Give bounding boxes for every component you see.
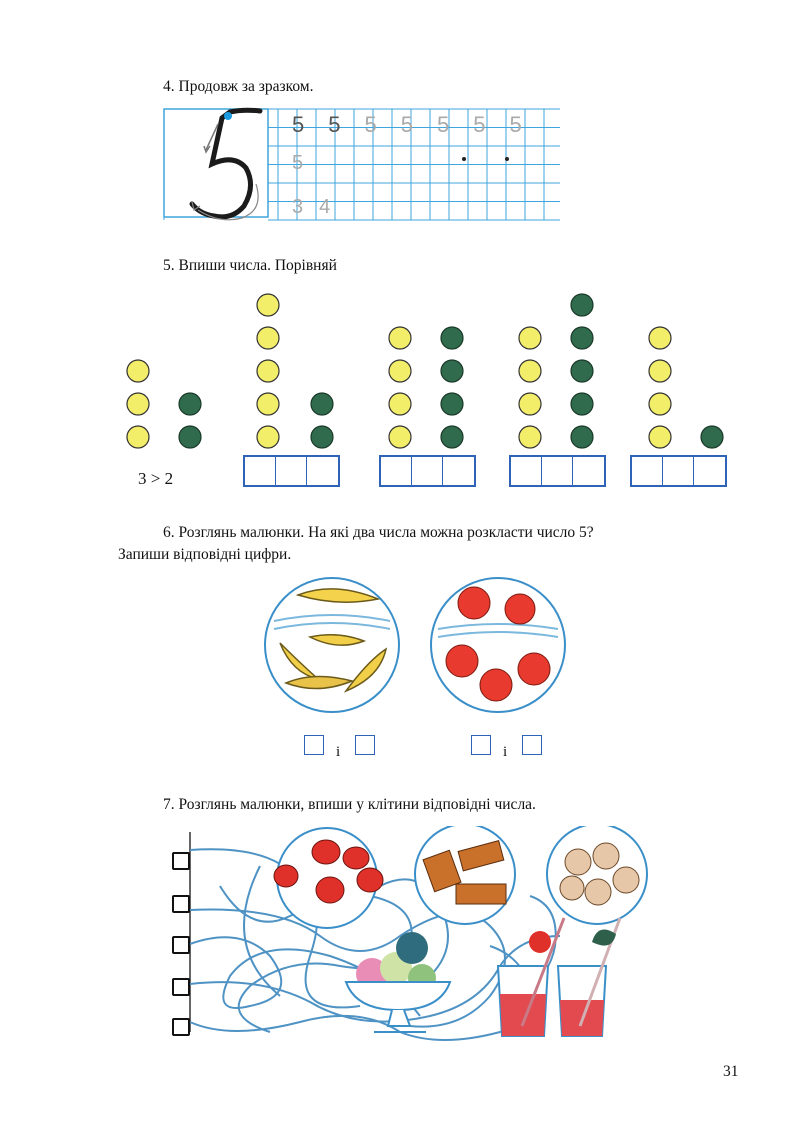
trace-digit: 5: [364, 112, 401, 137]
answer-cells-2[interactable]: [379, 455, 476, 487]
answer-box-orange-2[interactable]: [522, 735, 542, 755]
maze-illustration: [160, 826, 650, 1051]
page-number: 31: [723, 1063, 739, 1080]
yellow-circle: [257, 360, 279, 382]
trace-row-1: [292, 112, 546, 138]
yellow-circle: [389, 426, 411, 448]
counting-circles: [0, 280, 800, 455]
yellow-circle: [389, 393, 411, 415]
yellow-circle: [257, 393, 279, 415]
task6-line1: 6. Розглянь малюнки. На які два числа можна розкласти число 5?: [163, 524, 594, 541]
task7-heading: 7. Розглянь малюнки, впиши у клітини відповідні числа.: [163, 796, 536, 813]
green-circle: [701, 426, 723, 448]
trace-digit: 5: [400, 112, 437, 137]
answer-cells-1[interactable]: [243, 455, 340, 487]
task5-heading: 5. Впиши числа. Порівняй: [163, 257, 337, 274]
trace-digit: 5: [292, 112, 329, 137]
trace-row-3: [292, 196, 346, 219]
green-circle: [311, 426, 333, 448]
yellow-circle: [649, 426, 671, 448]
yellow-circle: [649, 393, 671, 415]
yellow-circle: [649, 360, 671, 382]
yellow-circle: [257, 327, 279, 349]
comparison-example: 3 > 2: [138, 469, 174, 488]
task4-heading: 4. Продовж за зразком.: [163, 78, 314, 95]
start-dot: [224, 112, 232, 120]
green-circle: [571, 327, 593, 349]
green-circle: [311, 393, 333, 415]
yellow-circle: [127, 426, 149, 448]
answer-square-5[interactable]: [172, 1018, 190, 1036]
conjunction-i: і: [336, 744, 341, 760]
fruit-plates: [262, 573, 572, 723]
green-circle: [441, 360, 463, 382]
trace-digit: 5: [473, 112, 510, 137]
yellow-circle: [649, 327, 671, 349]
banana-plate: [265, 578, 399, 712]
yellow-circle: [519, 393, 541, 415]
yellow-circle: [389, 327, 411, 349]
trace-digit-three: 3: [292, 196, 320, 218]
answer-box-banana-2[interactable]: [355, 735, 375, 755]
trace-row-2-digit: 5: [292, 152, 304, 174]
yellow-circle: [257, 426, 279, 448]
answer-square-4[interactable]: [172, 978, 190, 996]
answer-square-3[interactable]: [172, 936, 190, 954]
green-circle: [441, 327, 463, 349]
answer-cells-4[interactable]: [630, 455, 727, 487]
green-circle: [179, 426, 201, 448]
trace-digit-four: 4: [319, 196, 347, 218]
trace-digit: 5: [509, 112, 546, 137]
green-circle: [441, 426, 463, 448]
answer-square-2[interactable]: [172, 895, 190, 913]
green-circle: [441, 393, 463, 415]
green-circle: [571, 360, 593, 382]
conjunction-i: і: [503, 744, 508, 760]
yellow-circle: [127, 393, 149, 415]
trace-digit: 5: [328, 112, 365, 137]
green-circle: [571, 393, 593, 415]
trace-digit: 5: [437, 112, 474, 137]
answer-cells-3[interactable]: [509, 455, 606, 487]
green-circle: [571, 426, 593, 448]
answer-box-orange-1[interactable]: [471, 735, 491, 755]
answer-square-1[interactable]: [172, 852, 190, 870]
yellow-circle: [127, 360, 149, 382]
yellow-circle: [257, 294, 279, 316]
yellow-circle: [389, 360, 411, 382]
orange-plate: [431, 578, 565, 712]
yellow-circle: [519, 360, 541, 382]
answer-box-banana-1[interactable]: [304, 735, 324, 755]
yellow-circle: [519, 426, 541, 448]
task6-line2: Запиши відповідні цифри.: [118, 546, 292, 563]
green-circle: [571, 294, 593, 316]
yellow-circle: [519, 327, 541, 349]
green-circle: [179, 393, 201, 415]
